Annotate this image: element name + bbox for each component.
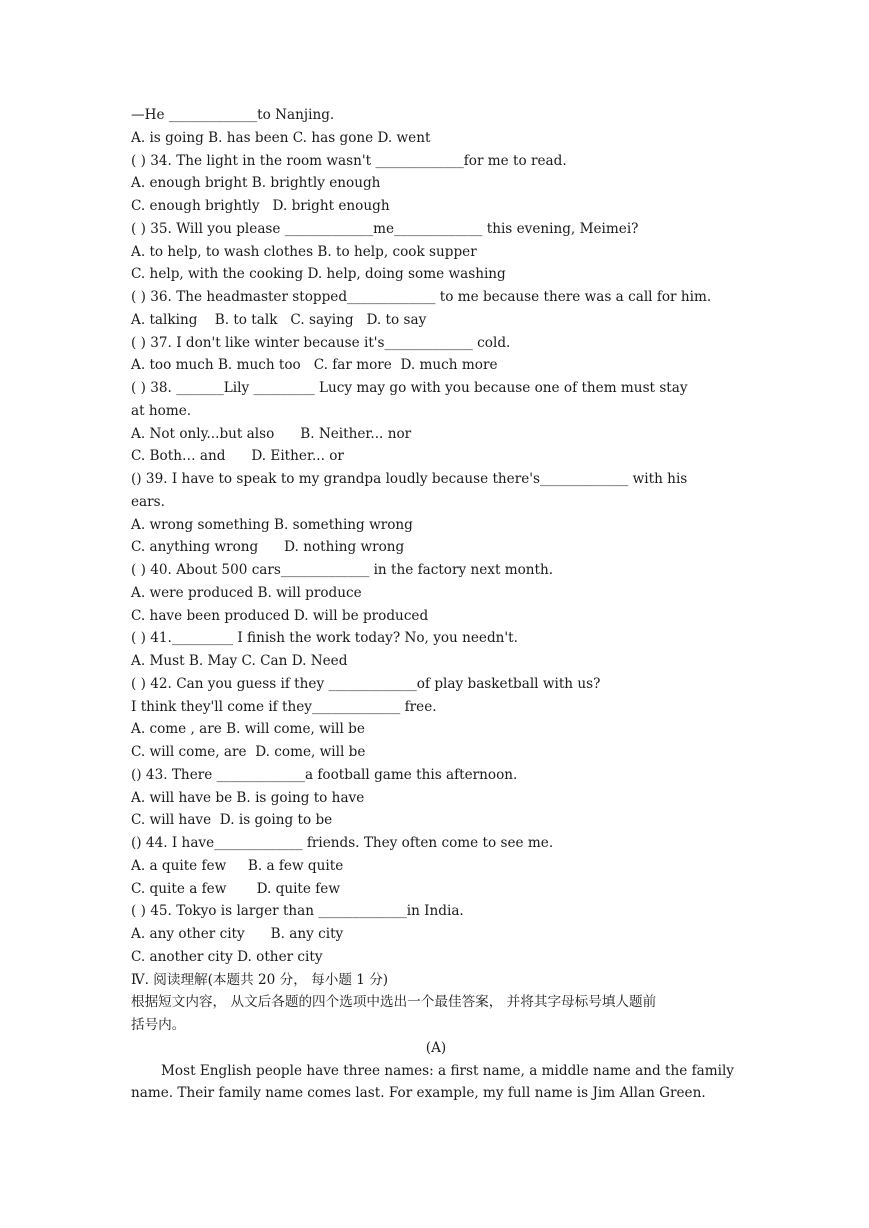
question-45-stem: ( ) 45. Tokyo is larger than _____________in India. [131,903,464,920]
question-44-options-ab: A. a quite few B. a few quite [131,857,344,874]
question-44-stem: () 44. I have_____________ friends. They often come to see me. [131,835,554,851]
question-37-stem: ( ) 37. I don't like winter because it's_____________ cold. [131,334,511,351]
question-38-stem-cont: at home. [131,402,192,419]
question-45-options-ab: A. any other city B. any city [131,926,344,942]
question-33-options: A. is going B. has been C. has gone D. went [131,129,431,146]
question-34-stem: ( ) 34. The light in the room wasn't _____________for me to read. [131,152,567,169]
question-42-options-ab: A. come , are B. will come, will be [131,721,365,738]
question-37-options: A. too much B. much too C. far more D. much more [131,357,498,374]
question-39-stem-cont: ears. [131,493,165,510]
question-41-stem: ( ) 41._________ I finish the work today? No, you needn't. [131,630,518,647]
passage-heading: (A) [425,1039,447,1056]
question-42-stem-cont: I think they'll come if they_____________ free. [131,698,437,715]
question-33-stem: —He _____________to Nanjing. [131,107,335,123]
question-36-stem: ( ) 36. The headmaster stopped_____________ to me because there was a call for him. [131,289,712,305]
question-43-options-ab: A. will have be B. is going to have [131,789,365,806]
passage-line: name. Their family name comes last. For example, my full name is Jim Allan Green. [131,1085,706,1102]
question-38-stem: ( ) 38. _______Lily _________ Lucy may go with you because one of them must stay [131,380,688,396]
section-instructions-cont: 括号内。 [131,1017,186,1033]
question-43-stem: () 43. There _____________a football game this afternoon. [131,766,518,783]
question-40-stem: ( ) 40. About 500 cars_____________ in the factory next month. [131,562,554,578]
question-38-options-cd: C. Both… and D. Either... or [131,448,344,465]
question-44-options-cd: C. quite a few D. quite few [131,880,340,897]
question-39-stem: () 39. I have to speak to my grandpa loudly because there's_____________ with his [131,471,688,487]
question-40-options-cd: C. have been produced D. will be produced [131,607,429,624]
question-39-options-ab: A. wrong something B. something wrong [131,516,413,533]
question-35-options-ab: A. to help, to wash clothes B. to help, cook supper [131,243,477,260]
question-35-options-cd: C. help, with the cooking D. help, doing some washing [131,266,506,283]
question-38-options-ab: A. Not only...but also B. Neither... nor [131,425,412,442]
question-39-options-cd: C. anything wrong D. nothing wrong [131,539,405,556]
question-34-options-ab: A. enough bright B. brightly enough [131,175,381,192]
question-34-options-cd: C. enough brightly D. bright enough [131,198,390,214]
section-instructions: 根据短文内容， 从文后各题的四个选项中选出一个最佳答案， 并将其字母标号填人题前 [131,994,657,1011]
question-36-options: A. talking B. to talk C. saying D. to say [131,311,427,328]
question-43-options-cd: C. will have D. is going to be [131,812,333,829]
passage-line: Most English people have three names: a first name, a middle name and the family [161,1062,734,1079]
question-45-options-cd: C. another city D. other city [131,948,323,965]
question-42-options-cd: C. will come, are D. come, will be [131,744,366,760]
question-40-options-ab: A. were produced B. will produce [131,584,362,601]
question-35-stem: ( ) 35. Will you please _____________me_____________ this evening, Meimei? [131,220,639,237]
section-heading: Ⅳ. 阅读理解(本题共 20 分， 每小题 1 分) [131,971,389,988]
question-41-options: A. Must B. May C. Can D. Need [131,653,348,669]
exam-page [131,104,741,1105]
question-42-stem: ( ) 42. Can you guess if they _____________of play basketball with us? [131,675,601,692]
